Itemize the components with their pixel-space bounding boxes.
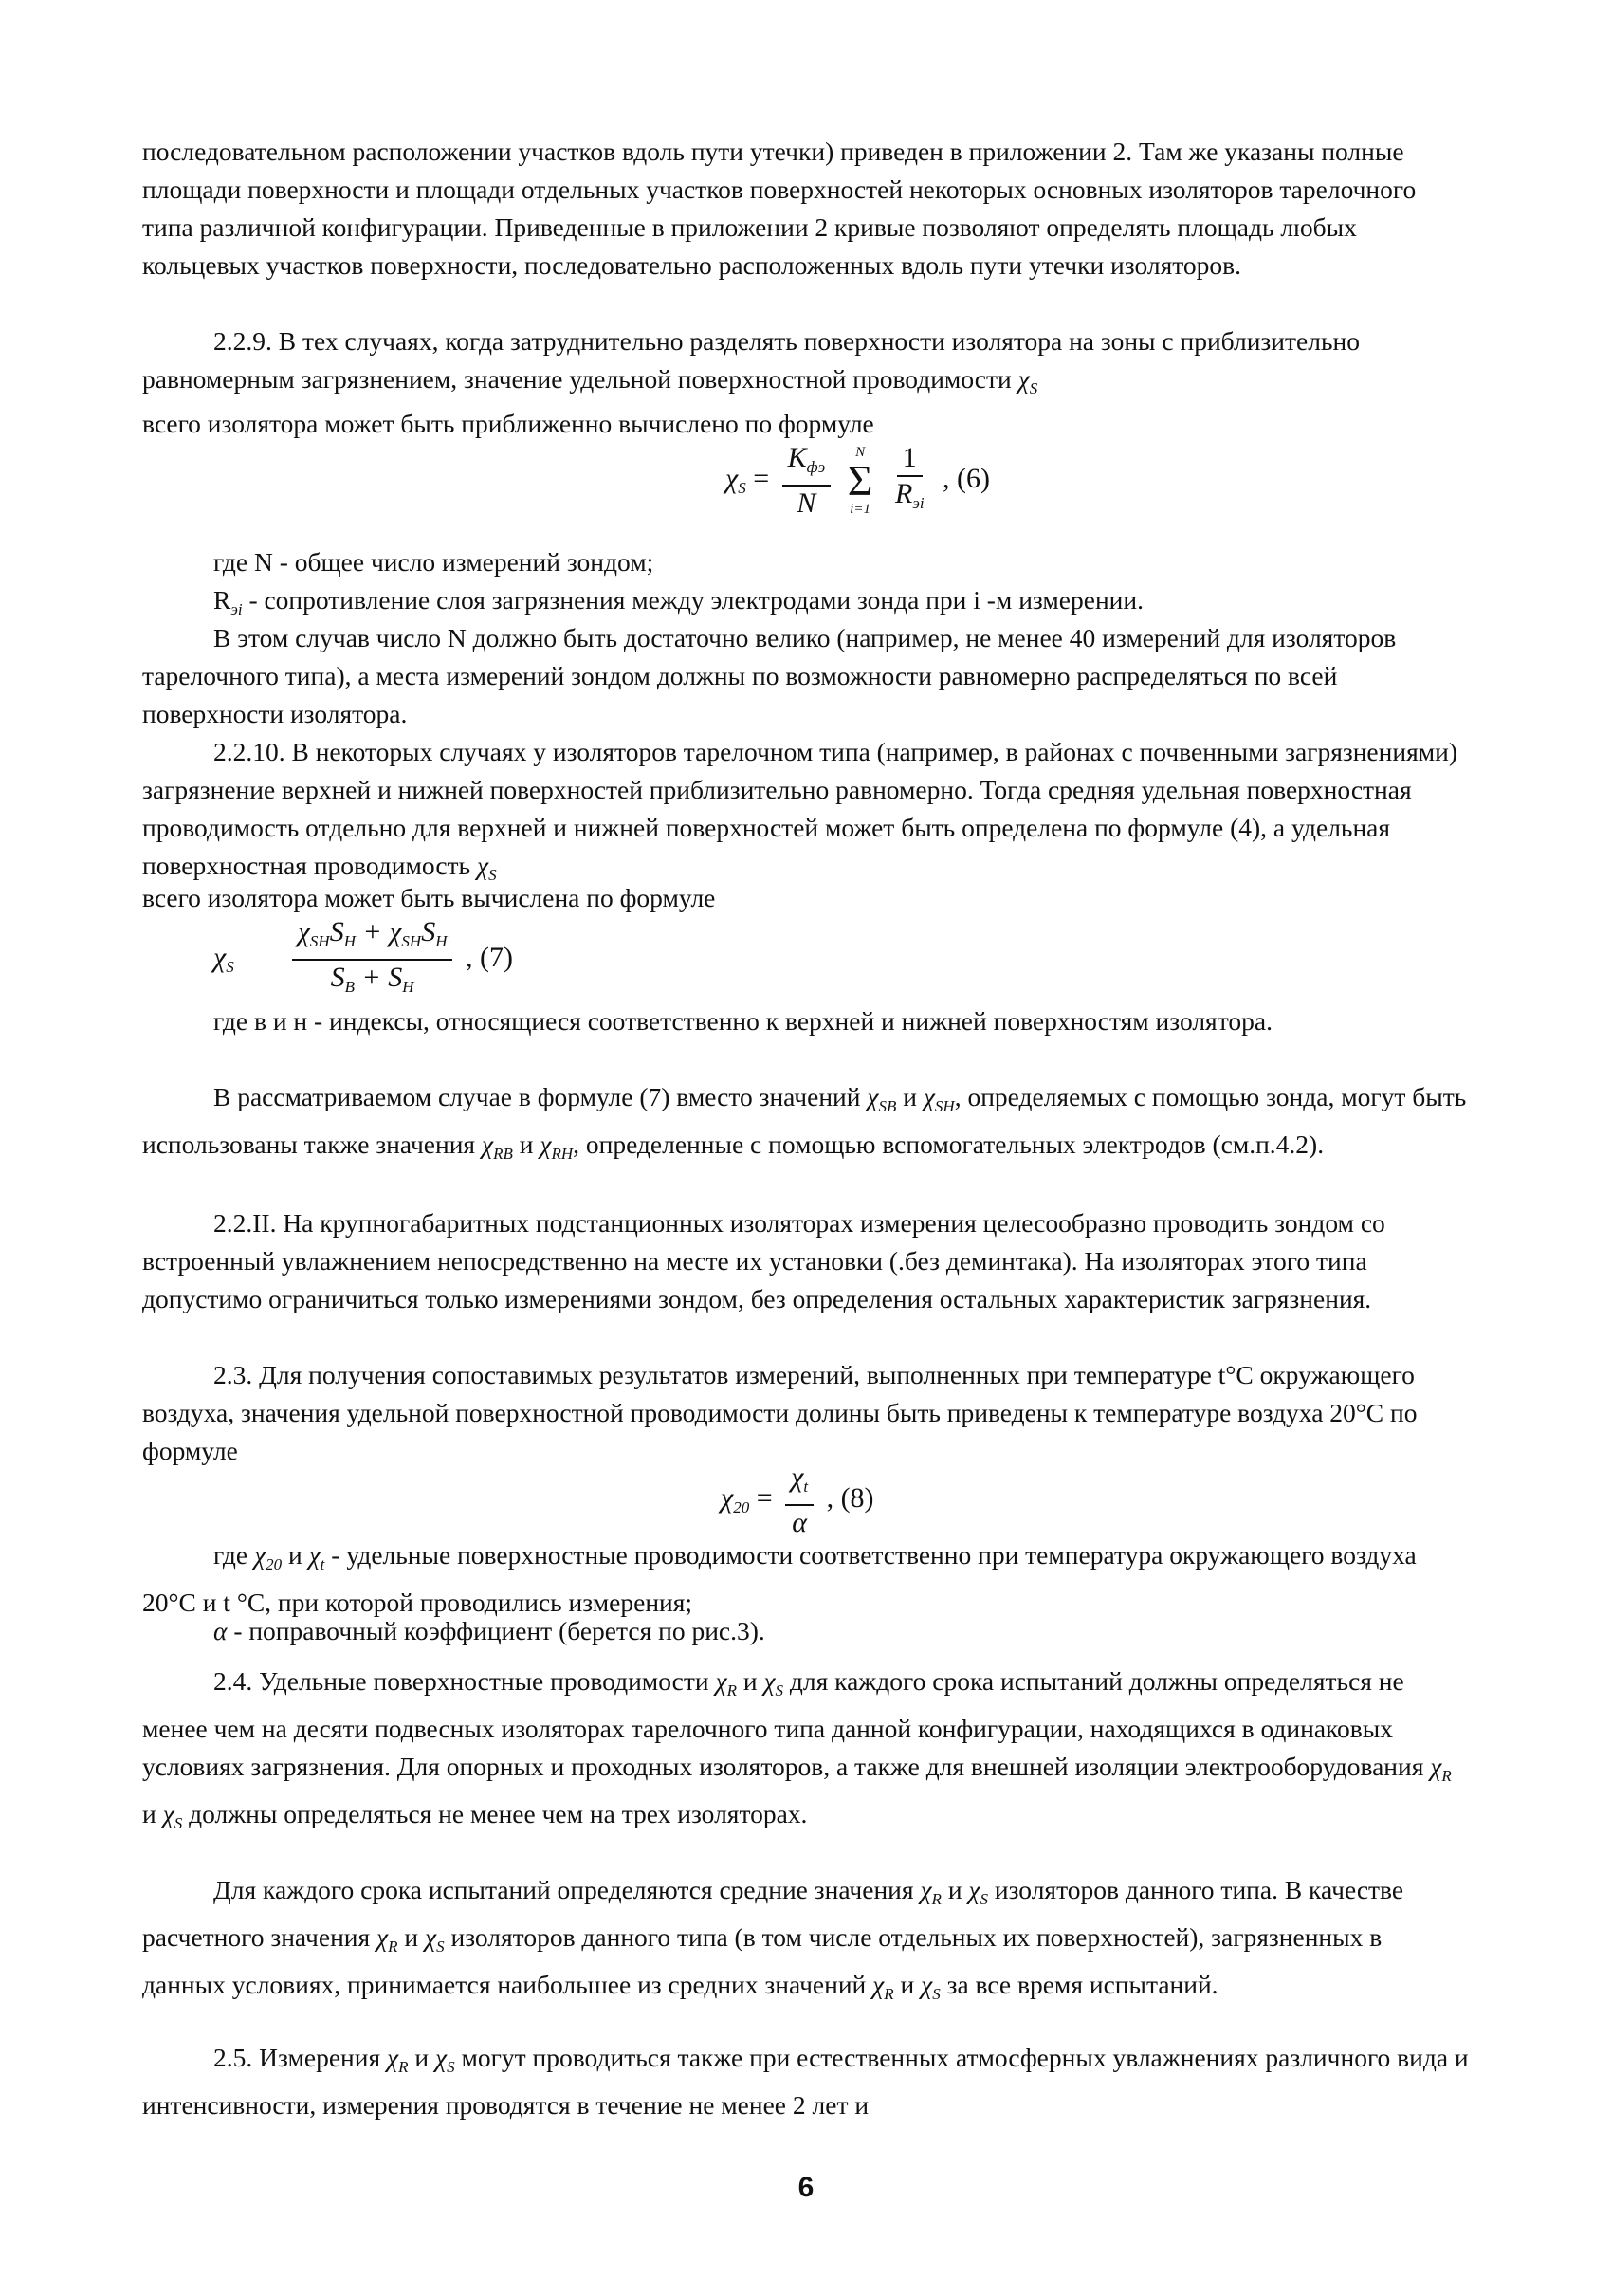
paragraph-2-3: 2.3. Для получения сопоставимых результатов измерений, выполненных при температуре t°C окружающего воздуха, значения удельной поверхностной проводимости долины быть приведены к температуре воздуха 20°C по формуле [142, 1360, 1418, 1465]
formula-6: $\chi_S$ = $\frac{K_{фэ}}{N}$ N Σ i=1 $\frac{1}{R_{эi}}$ , (6) [725, 442, 991, 519]
paragraph-2-5: 2.5. Измерения $\chi_R$ и $\chi_S$ могут проводиться также при естественных атмосферных увлажнениях различного вида и интенсивности, измерения проводятся в течение не менее 2 лет и [142, 2043, 1469, 2120]
summation-sign: N Σ i=1 [847, 445, 873, 517]
definition-n: где N - общее число измерений зондом; [213, 547, 654, 577]
chi-symbol: $\chi_S$ [1017, 364, 1038, 397]
paragraph-2-2-9-cont: всего изолятора может быть приближенно вычислено по формуле [142, 409, 874, 438]
definition-r: $R_{эi}$ - сопротивление слоя загрязнения между электродами зонда при i -м измерении. [213, 585, 1144, 618]
paragraph-2-2-10-cont: всего изолятора может быть вычислена по формуле [142, 883, 716, 912]
fraction-k-over-n: $\frac{K_{фэ}}{N}$ [782, 441, 832, 521]
paragraph-average-values: Для каждого срока испытаний определяются средние значения $\chi_R$ и $\chi_S$ изоляторов данного типа. В качестве расчетного значения $\chi_R$ и $\chi_S$ изоляторов данного типа (в том числе отдельных их поверхностей), загрязненных в данных условиях, принимается наибольшее из средних значений $\chi_R$ и $\chi_S$ за все время испытаний. [142, 1875, 1404, 2003]
fraction-one-over-r: $\frac{1}{R_{эi}}$ [895, 442, 925, 512]
text: 2.2.9. В тех случаях, когда затруднительно разделять поверхности изолятора на зоны с приблизительно равномерным загрязнением, значение удельной поверхностной проводимости [142, 326, 1360, 394]
paragraph-2-2-11: 2.2.II. На крупногабаритных подстанционных изоляторах измерения целесообразно проводить зондом со встроенный увлажнением непосредственно на месте их установки (.без деминтака). На изоляторах этого типа допустимо ограничиться только измерениями зондом, без определения остальных характеристик загрязнения. [142, 1208, 1385, 1313]
formula-lhs: χ [725, 462, 739, 494]
paragraph-formula7-note: В рассматриваемом случае в формуле (7) вместо значений $\chi_{SB}$ и $\chi_{SH}$, определяемых с помощью зонда, могут быть использованы также значения $\chi_{RB}$ и $\chi_{RH}$, определенные с помощью вспомогательных электродов (см.п.4.2). [142, 1082, 1467, 1163]
formula-lhs-sub: S [738, 478, 746, 497]
definition-alpha: α - поправочный коэффициент (берется по рис.3). [213, 1616, 765, 1645]
formula-8: $\chi_{20}$ = $\frac{\chi_t}{\alpha}$ , (8) [721, 1461, 874, 1538]
page-number: 6 [797, 2172, 815, 2203]
fraction-chi-over-alpha: $\frac{\chi_t}{\alpha}$ [785, 1460, 814, 1540]
paragraph-n-large: В этом случав число N должно быть достаточно велико (например, не менее 40 измерений для изоляторов тарелочного типа), а места измерений зондом должны по возможности равномерно распределяться по всей поверхности изолятора. [142, 623, 1397, 728]
definition-chi20: где $\chi_{20}$ и $\chi_t$ - удельные поверхностные проводимости соответственно при температура окружающего воздуха 20°C и t °C, при которой проводились измерения; [142, 1540, 1417, 1617]
paragraph-2-4: 2.4. Удельные поверхностные проводимости $\chi_R$ и $\chi_S$ для каждого срока испытаний должны определяться не менее чем на десяти подвесных изоляторах тарелочного типа данной конфигурации, находящихся в одинаковых условиях загрязнения. Для опорных и проходных изоляторов, а также для внешней изоляции электрооборудования $\chi_R$ и $\chi_S$ должны определяться не менее чем на трех изоляторах. [142, 1666, 1452, 1832]
fraction-weighted: $\frac{\chi_{SН}S_Н + \chi_{SН}S_Н}{S_В + S_Н}$ [292, 915, 453, 1004]
paragraph-2-2-9 [142, 322, 1470, 408]
paragraph-continuation: последовательном расположении участков вдоль пути утечки) приведен в приложении 2. Там же указаны полные площади поверхности и площади отдельных участков поверхностей некоторых основных изоляторов тарелочного типа различной конфигурации. Приведенные в приложении 2 кривые позволяют определять площадь любых кольцевых участков поверхности, последовательно расположенных вдоль пути утечки изоляторов. [142, 137, 1417, 280]
definition-indices: где в и н - индексы, относящиеся соответственно к верхней и нижней поверхностям изолятора. [213, 1006, 1273, 1036]
formula-7: $\chi_S$ $\frac{\chi_{SН}S_Н + \chi_{SН}S_Н}{S_В + S_Н}$ , (7) [213, 915, 513, 1004]
formula-tag: , (6) [943, 462, 991, 494]
paragraph-2-2-10: 2.2.10. В некоторых случаях у изоляторов тарелочном типа (например, в районах с почвенными загрязнениями) загрязнение верхней и нижней поверхностей приблизительно равномерно. Тогда средняя удельная поверхностная проводимость отдельно для верхней и нижней поверхностей может быть определена по формуле (4), а удельная поверхностная проводимость $\chi_S$ [142, 737, 1457, 884]
